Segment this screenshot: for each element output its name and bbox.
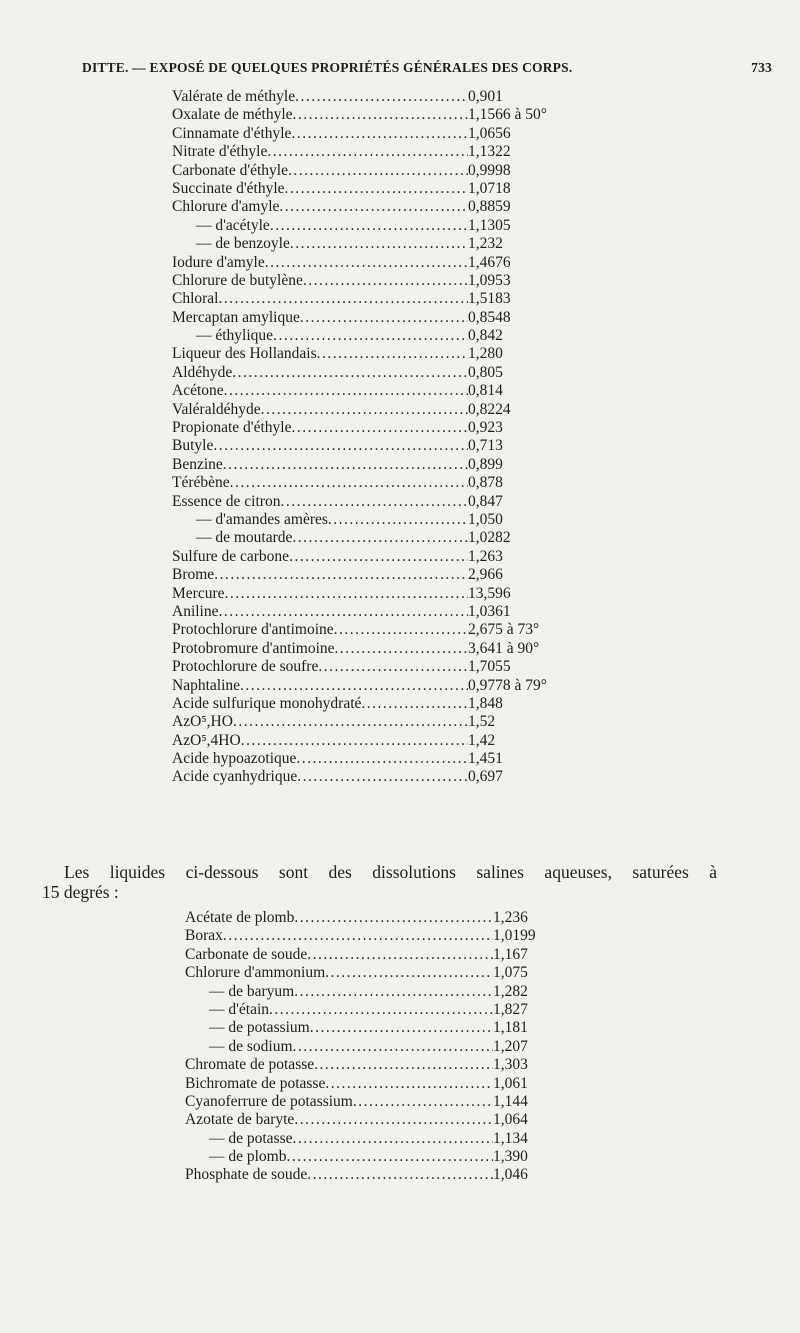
substance-name: Chloral — [172, 290, 219, 308]
density-value: 1,144 — [493, 1092, 528, 1110]
substance-name: Phosphate de soude — [185, 1166, 308, 1184]
substance-name: Protochlorure d'antimoine — [172, 621, 334, 639]
substance-name: — de sodium — [209, 1037, 293, 1055]
substance-name: — de baryum — [209, 982, 295, 1000]
table-row — [185, 1130, 593, 1148]
density-value: 0,697 — [468, 768, 503, 786]
substance-name: Propionate d'éthyle — [172, 419, 292, 437]
dot-leader — [307, 1166, 493, 1184]
density-value: 1,42 — [468, 731, 496, 749]
table-row — [172, 198, 570, 216]
substance-name: Carbonate de soude — [185, 945, 308, 963]
substance-name: AzO⁵,HO — [172, 713, 233, 731]
dot-leader — [328, 511, 468, 529]
substance-name: Azotate de baryte — [185, 1111, 295, 1129]
dot-leader — [290, 235, 468, 253]
body-paragraph — [42, 862, 717, 902]
dot-leader — [285, 180, 468, 198]
density-value: 1,0361 — [468, 602, 511, 620]
dot-leader — [294, 1111, 493, 1129]
table-row — [172, 437, 570, 455]
table-row — [185, 1075, 593, 1093]
dot-leader — [225, 585, 469, 603]
dot-leader — [310, 1019, 493, 1037]
table-row — [172, 566, 570, 584]
dot-leader — [233, 713, 468, 731]
dot-leader — [307, 946, 493, 964]
dot-leader — [223, 927, 493, 945]
table-row — [185, 927, 593, 945]
density-value: 1,282 — [493, 982, 528, 1000]
dot-leader — [293, 1038, 493, 1056]
density-value: 1,181 — [493, 1019, 528, 1037]
table-row — [172, 88, 570, 106]
table-row — [172, 382, 570, 400]
substance-name: Bichromate de potasse — [185, 1074, 326, 1092]
density-value: 1,236 — [493, 909, 528, 926]
density-table-liquids — [172, 88, 592, 787]
dot-leader — [269, 1001, 493, 1019]
substance-name: Mercaptan amylique — [172, 308, 300, 326]
table-row — [172, 621, 570, 639]
table-row — [185, 1148, 593, 1166]
substance-name: Aldéhyde — [172, 363, 233, 381]
density-value: 1,263 — [468, 547, 503, 565]
table-row — [172, 364, 570, 382]
dot-leader — [296, 750, 468, 768]
substance-name: Oxalate de méthyle — [172, 106, 293, 124]
density-value: 1,848 — [468, 694, 503, 712]
substance-name: Protobromure d'antimoine — [172, 639, 335, 657]
dot-leader — [294, 983, 493, 1001]
table-row — [172, 548, 570, 566]
density-value: 1,0199 — [493, 927, 536, 945]
table-row — [172, 695, 570, 713]
density-value: 1,232 — [468, 235, 503, 253]
dot-leader — [318, 658, 468, 676]
dot-leader — [291, 419, 468, 437]
dot-leader — [300, 309, 468, 327]
table-row — [172, 493, 570, 511]
substance-name: — d'amandes amères — [196, 510, 328, 528]
substance-name: Carbonate d'éthyle — [172, 161, 288, 179]
substance-name: Mercure — [172, 584, 225, 602]
density-value: 0,805 — [468, 363, 503, 381]
dot-leader — [294, 909, 493, 927]
density-value: 1,064 — [493, 1111, 528, 1129]
table-row — [172, 217, 570, 235]
density-value: 0,8859 — [468, 198, 511, 216]
substance-name: — de plomb — [209, 1148, 287, 1166]
density-value: 0,842 — [468, 327, 503, 345]
substance-name: Borax — [185, 927, 223, 945]
dot-leader — [303, 272, 468, 290]
dot-leader — [293, 1130, 493, 1148]
table-row — [185, 1166, 593, 1184]
table-row — [172, 254, 570, 272]
density-value: 1,075 — [493, 964, 528, 982]
table-row — [172, 750, 570, 768]
dot-leader — [287, 1148, 494, 1166]
density-value: 0,713 — [468, 437, 503, 455]
table-row — [185, 1111, 593, 1129]
dot-leader — [297, 768, 468, 786]
dot-leader — [224, 382, 468, 400]
density-value: 3,641 à 90° — [468, 639, 540, 657]
dot-leader — [213, 437, 468, 455]
substance-name: Protochlorure de soufre — [172, 658, 319, 676]
paragraph-line: 15 degrés : — [42, 882, 119, 902]
table-row — [185, 1093, 593, 1111]
density-value: 1,0953 — [468, 271, 511, 289]
table-row — [172, 125, 570, 143]
dot-leader — [335, 640, 468, 658]
density-value: 0,899 — [468, 455, 503, 473]
substance-name: Acétone — [172, 382, 224, 400]
paragraph-line: Les liquides ci-dessous sont des dissolutions salines aqueuses, saturées à — [64, 862, 717, 882]
density-value: 1,050 — [468, 510, 503, 528]
density-value: 1,827 — [493, 1000, 528, 1018]
table-row — [185, 946, 593, 964]
table-row — [172, 603, 570, 621]
substance-name: Naphtaline — [172, 676, 241, 694]
dot-leader — [334, 621, 468, 639]
substance-name: Acide sulfurique monohydraté — [172, 694, 362, 712]
table-row — [172, 143, 570, 161]
substance-name: Chlorure de butylène — [172, 271, 303, 289]
table-row — [172, 529, 570, 547]
density-table-saline-solutions — [185, 909, 605, 1185]
density-value: 1,134 — [493, 1129, 528, 1147]
dot-leader — [219, 290, 469, 308]
substance-name: — de potassium — [209, 1019, 310, 1037]
dot-leader — [361, 695, 468, 713]
substance-name: — éthylique — [196, 327, 274, 345]
dot-leader — [270, 217, 468, 235]
table-row — [185, 983, 593, 1001]
dot-leader — [317, 345, 468, 363]
density-value: 1,52 — [468, 713, 496, 731]
density-value: 1,0718 — [468, 179, 511, 197]
dot-leader — [232, 364, 468, 382]
dot-leader — [230, 474, 468, 492]
substance-name: Cyanoferrure de potassium — [185, 1092, 353, 1110]
substance-name: — d'étain — [209, 1000, 270, 1018]
density-value: 1,1305 — [468, 216, 511, 234]
table-row — [172, 345, 570, 363]
substance-name: Essence de citron — [172, 492, 281, 510]
substance-name: Chlorure d'amyle — [172, 198, 280, 216]
dot-leader — [214, 566, 468, 584]
table-row — [172, 511, 570, 529]
table-row — [172, 162, 570, 180]
density-value: 0,8224 — [468, 400, 511, 418]
dot-leader — [288, 162, 468, 180]
substance-name: — de moutarde — [196, 529, 293, 547]
running-header — [82, 60, 772, 76]
dot-leader — [291, 125, 468, 143]
table-row — [172, 419, 570, 437]
substance-name: Acide hypoazotique — [172, 750, 297, 768]
table-row — [172, 474, 570, 492]
substance-name: — de potasse — [209, 1129, 293, 1147]
substance-name: Térébène — [172, 474, 230, 492]
table-row — [185, 1038, 593, 1056]
dot-leader — [241, 732, 468, 750]
table-row — [172, 272, 570, 290]
dot-leader — [295, 88, 468, 106]
table-row — [172, 235, 570, 253]
density-value: 1,451 — [468, 750, 503, 768]
density-value: 1,167 — [493, 945, 528, 963]
dot-leader — [314, 1056, 493, 1074]
density-value: 2,675 à 73° — [468, 621, 540, 639]
density-value: 0,878 — [468, 474, 503, 492]
substance-name: — de benzoyle — [196, 235, 290, 253]
table-row — [185, 909, 593, 927]
table-row — [172, 290, 570, 308]
table-row — [172, 180, 570, 198]
table-row — [172, 713, 570, 731]
density-value: 0,923 — [468, 419, 503, 437]
dot-leader — [325, 1075, 493, 1093]
density-value: 1,1566 à 50° — [468, 106, 547, 124]
table-row — [185, 1001, 593, 1019]
table-row — [185, 964, 593, 982]
dot-leader — [273, 327, 468, 345]
substance-name: Chlorure d'ammonium — [185, 964, 326, 982]
substance-name: Sulfure de carbone — [172, 547, 290, 565]
dot-leader — [219, 603, 469, 621]
table-row — [172, 677, 570, 695]
table-row — [172, 732, 570, 750]
substance-name: Chromate de potasse — [185, 1056, 315, 1074]
table-row — [172, 106, 570, 124]
substance-name: Valéraldéhyde — [172, 400, 261, 418]
dot-leader — [280, 493, 468, 511]
substance-name: Valérate de méthyle — [172, 88, 296, 105]
dot-leader — [289, 548, 468, 566]
table-row — [172, 309, 570, 327]
table-row — [185, 1056, 593, 1074]
dot-leader — [265, 254, 468, 272]
header-title: DITTE. — EXPOSÉ DE QUELQUES PROPRIÉTÉS GÉNÉRALES DES CORPS. — [82, 60, 573, 75]
substance-name: Acide cyanhydrique — [172, 768, 298, 786]
density-value: 0,9998 — [468, 161, 511, 179]
density-value: 1,1322 — [468, 143, 511, 161]
dot-leader — [279, 198, 468, 216]
substance-name: Nitrate d'éthyle — [172, 143, 268, 161]
density-value: 1,061 — [493, 1074, 528, 1092]
density-value: 2,966 — [468, 566, 503, 584]
table-row — [172, 658, 570, 676]
substance-name: Liqueur des Hollandais — [172, 345, 317, 363]
density-value: 1,207 — [493, 1037, 528, 1055]
substance-name: — d'acétyle — [196, 216, 270, 234]
substance-name: Acétate de plomb — [185, 909, 295, 926]
substance-name: Benzine — [172, 455, 223, 473]
density-value: 1,7055 — [468, 658, 511, 676]
dot-leader — [267, 143, 468, 161]
table-row — [172, 456, 570, 474]
table-row — [172, 585, 570, 603]
dot-leader — [240, 677, 468, 695]
table-row — [172, 640, 570, 658]
density-value: 0,8548 — [468, 308, 511, 326]
density-value: 0,847 — [468, 492, 503, 510]
density-value: 1,0282 — [468, 529, 511, 547]
density-value: 1,303 — [493, 1056, 528, 1074]
density-value: 0,9778 à 79° — [468, 676, 547, 694]
dot-leader — [223, 456, 468, 474]
dot-leader — [353, 1093, 493, 1111]
substance-name: Succinate d'éthyle — [172, 179, 285, 197]
dot-leader — [293, 106, 468, 124]
substance-name: Brome — [172, 566, 215, 584]
page-number: 733 — [751, 60, 772, 75]
density-value: 0,814 — [468, 382, 503, 400]
density-value: 13,596 — [468, 584, 511, 602]
substance-name: Aniline — [172, 602, 219, 620]
density-value: 1,4676 — [468, 253, 511, 271]
table-row — [172, 768, 570, 786]
dot-leader — [261, 401, 468, 419]
density-value: 0,901 — [468, 88, 503, 105]
table-row — [172, 327, 570, 345]
table-row — [172, 401, 570, 419]
density-value: 1,046 — [493, 1166, 528, 1184]
density-value: 1,390 — [493, 1148, 528, 1166]
substance-name: AzO⁵,4HO — [172, 731, 241, 749]
density-value: 1,280 — [468, 345, 503, 363]
dot-leader — [325, 964, 493, 982]
density-value: 1,5183 — [468, 290, 511, 308]
table-row — [185, 1019, 593, 1037]
dot-leader — [292, 529, 468, 547]
density-value: 1,0656 — [468, 124, 511, 142]
substance-name: Butyle — [172, 437, 214, 455]
substance-name: Cinnamate d'éthyle — [172, 124, 292, 142]
substance-name: Iodure d'amyle — [172, 253, 265, 271]
